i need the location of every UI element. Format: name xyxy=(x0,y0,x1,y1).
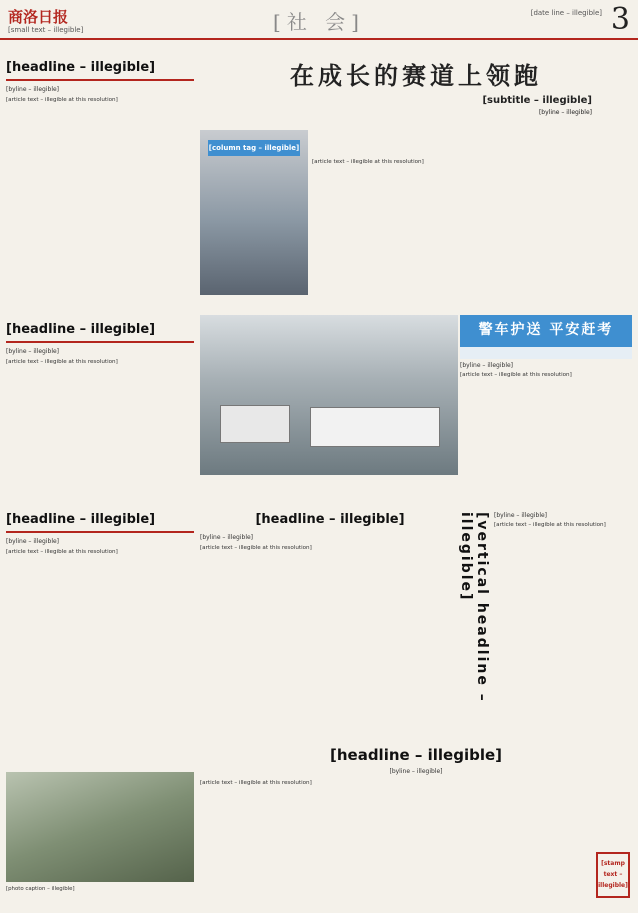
story-3-photo xyxy=(6,772,194,882)
governance-headline: [headline – illegible] xyxy=(329,746,503,764)
stamp-badge: [stamp text – illegible] xyxy=(596,852,630,898)
divider xyxy=(6,531,194,533)
date-line: [date line – illegible] xyxy=(530,9,602,17)
law-byline: [byline – illegible] xyxy=(200,534,254,541)
law-story xyxy=(200,512,460,742)
feature-body-wrap xyxy=(200,158,632,308)
law-headline: [headline – illegible] xyxy=(255,512,405,527)
police-banner-title: 警车护送 平安赶考 xyxy=(478,322,614,338)
police-story xyxy=(460,362,632,482)
page-number: 3 xyxy=(610,2,630,37)
masthead xyxy=(0,0,638,40)
police-banner xyxy=(460,315,632,359)
feature-byline: [byline – illegible] xyxy=(538,109,592,116)
feature-body: [article text – illegible at this resolution] xyxy=(312,159,424,165)
police-body: [article text – illegible at this resolution] xyxy=(460,372,572,378)
law-body: [article text – illegible at this resolution] xyxy=(200,545,312,551)
divider xyxy=(6,79,194,81)
procuratorate-story xyxy=(458,512,632,742)
feature-subtitle: [subtitle – illegible] xyxy=(482,95,592,106)
story-3-byline: [byline – illegible] xyxy=(6,538,60,545)
story-3-photo-caption: [photo caption – illegible] xyxy=(6,886,75,892)
story-2-byline: [byline – illegible] xyxy=(6,348,60,355)
police-byline: [byline – illegible] xyxy=(460,362,514,369)
divider xyxy=(6,341,194,343)
story-1 xyxy=(6,60,194,235)
story-3-body: [article text – illegible at this resolution] xyxy=(6,549,118,555)
story-3-headline: [headline – illegible] xyxy=(6,512,156,527)
police-photo xyxy=(200,315,458,475)
story-3 xyxy=(6,512,194,907)
governance-body: [article text – illegible at this resolution] xyxy=(200,780,312,786)
feature-header xyxy=(200,52,632,127)
story-1-byline: [byline – illegible] xyxy=(6,86,60,93)
procuratorate-byline: [byline – illegible] xyxy=(494,512,548,519)
column-tag: [column tag – illegible] xyxy=(208,140,300,156)
story-1-headline: [headline – illegible] xyxy=(6,60,156,75)
edition-line: [small text – illegible] xyxy=(8,26,84,34)
feature-title: 在成长的赛道上领跑 xyxy=(290,61,542,90)
governance-story xyxy=(200,745,632,907)
story-1-body: [article text – illegible at this resolution] xyxy=(6,97,118,103)
governance-byline: [byline – illegible] xyxy=(389,768,443,775)
brand-logo: 商洛日报 xyxy=(8,8,69,26)
story-2-body: [article text – illegible at this resolution] xyxy=(6,359,118,365)
story-2 xyxy=(6,322,194,502)
procuratorate-body: [article text – illegible at this resolution] xyxy=(494,522,606,528)
procuratorate-title: [vertical headline – illegible] xyxy=(458,512,490,703)
story-2-headline: [headline – illegible] xyxy=(6,322,156,337)
section-title: [社 会] xyxy=(273,10,365,34)
